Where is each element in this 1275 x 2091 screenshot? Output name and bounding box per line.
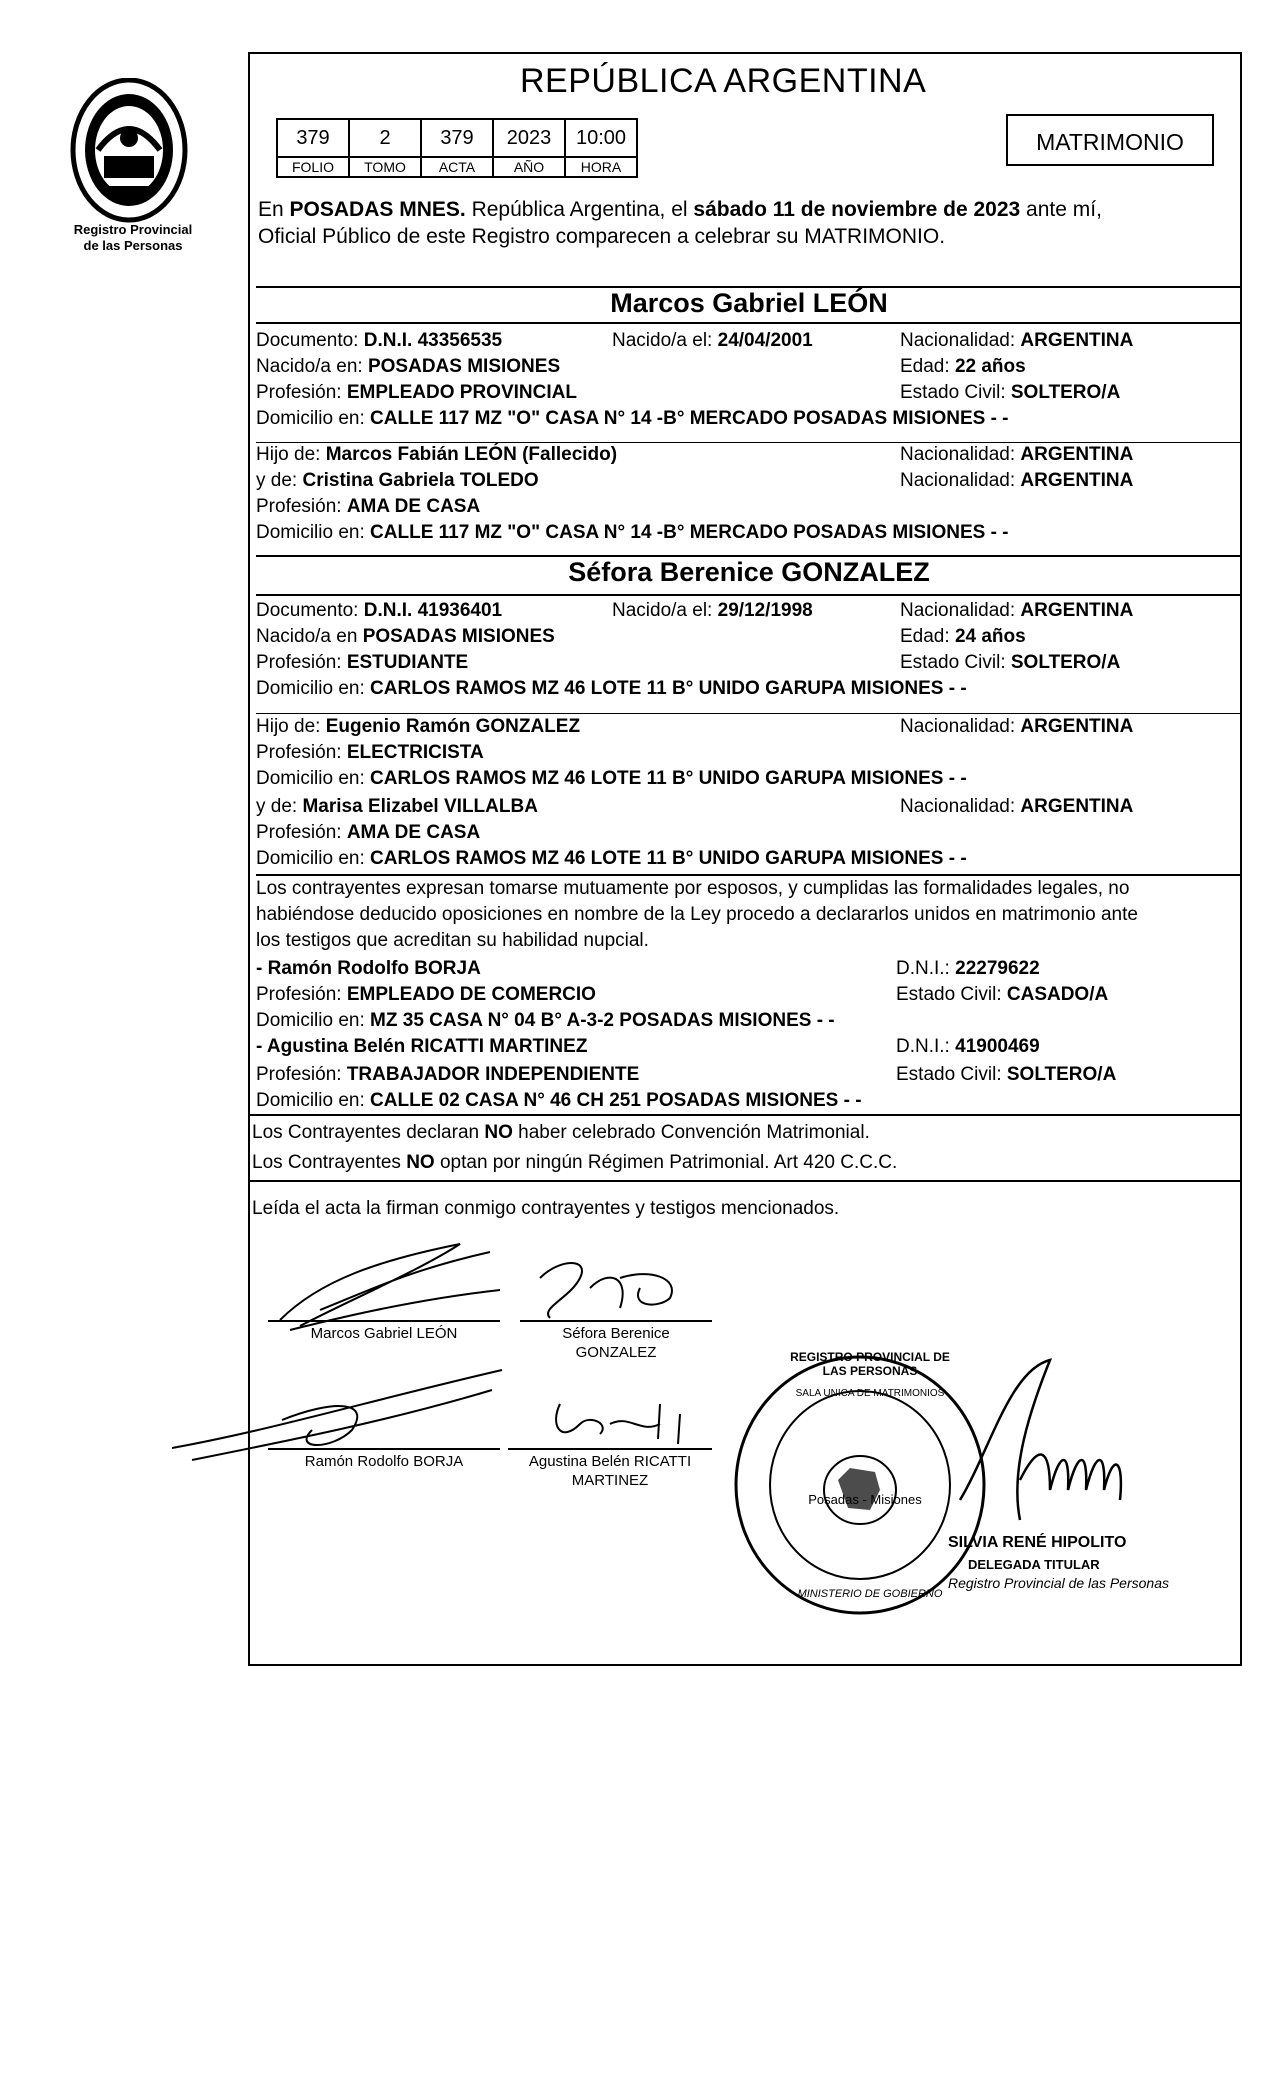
seal-bottom-text: MINISTERIO DE GOBIERNO bbox=[797, 1588, 943, 1600]
spouse2-name: Séfora Berenice GONZALEZ bbox=[568, 557, 930, 587]
folio-label: FOLIO bbox=[277, 157, 349, 177]
address-label: Domicilio en: bbox=[256, 848, 371, 869]
intro-text-part: ante mí, bbox=[1020, 198, 1102, 221]
civil-label: Estado Civil: bbox=[896, 1064, 1007, 1085]
spouse1-father-nat: ARGENTINA bbox=[1020, 444, 1134, 465]
address-label: Domicilio en: bbox=[256, 1090, 371, 1111]
spouse2-father-prof: ELECTRICISTA bbox=[346, 742, 484, 763]
intro-text-part: República Argentina, el bbox=[465, 198, 694, 221]
convention-text: Los Contrayentes declaran bbox=[252, 1122, 485, 1143]
spouse2-civil: SOLTERO/A bbox=[1010, 652, 1121, 673]
spouse2-father: Eugenio Ramón GONZALEZ bbox=[325, 716, 581, 737]
address-label: Domicilio en: bbox=[256, 1010, 371, 1031]
witness2-name: - Agustina Belén RICATTI MARTINEZ bbox=[256, 1036, 588, 1057]
folio-value: 379 bbox=[277, 119, 349, 157]
caption-line: Registro Provincial bbox=[73, 222, 193, 237]
divider bbox=[248, 1180, 1242, 1182]
spouse1-mother-nat: ARGENTINA bbox=[1020, 470, 1134, 491]
seal-inner-text: SALA UNICA DE MATRIMONIOS bbox=[795, 1388, 945, 1399]
spouse1-civil: SOLTERO/A bbox=[1010, 382, 1121, 403]
address-label: Domicilio en: bbox=[256, 768, 371, 789]
signature-name-line: GONZALEZ bbox=[575, 1344, 657, 1361]
signature-line bbox=[508, 1448, 712, 1450]
prof-label: Profesión: bbox=[256, 1064, 347, 1085]
seal-city: Posadas - Misiones bbox=[808, 1492, 922, 1507]
spouse1-prof: EMPLEADO PROVINCIAL bbox=[346, 382, 577, 403]
spouse2-prof: ESTUDIANTE bbox=[346, 652, 469, 673]
convention-no: NO bbox=[406, 1152, 435, 1173]
nat-label: Nacionalidad: bbox=[900, 716, 1021, 737]
intro-text-part: En bbox=[258, 198, 290, 221]
witness2-dni: 41900469 bbox=[955, 1036, 1040, 1057]
nat-label: Nacionalidad: bbox=[900, 330, 1021, 351]
spouse1-name: Marcos Gabriel LEÓN bbox=[610, 288, 888, 318]
prof-label: Profesión: bbox=[256, 496, 347, 517]
spouse1-age: 22 años bbox=[954, 356, 1026, 377]
prof-label: Profesión: bbox=[256, 382, 347, 403]
birthplace-label: Nacido/a en: bbox=[256, 356, 368, 377]
signature-name-line: Agustina Belén RICATTI bbox=[528, 1453, 692, 1470]
signature-line bbox=[268, 1448, 500, 1450]
mother-label: y de: bbox=[256, 796, 303, 817]
age-label: Edad: bbox=[900, 356, 955, 377]
spouse1-birthplace: POSADAS MISIONES bbox=[367, 356, 561, 377]
officer-registry: Registro Provincial de las Personas bbox=[948, 1575, 1169, 1591]
civil-label: Estado Civil: bbox=[900, 382, 1011, 403]
dni-label: D.N.I.: bbox=[896, 958, 956, 979]
spouse2-father-address: CARLOS RAMOS MZ 46 LOTE 11 B° UNIDO GARUPA MISIONES - - bbox=[370, 768, 967, 789]
signature-line bbox=[520, 1320, 712, 1322]
spouse2-mother: Marisa Elizabel VILLALBA bbox=[302, 796, 538, 817]
prof-label: Profesión: bbox=[256, 822, 347, 843]
convention-no: NO bbox=[484, 1122, 513, 1143]
nat-label: Nacionalidad: bbox=[900, 470, 1021, 491]
intro-date: sábado 11 de noviembre de 2023 bbox=[693, 198, 1021, 221]
seal-outer-text: REGISTRO PROVINCIAL DE LAS PERSONAS bbox=[790, 1350, 950, 1378]
hour-label: HORA bbox=[565, 157, 637, 177]
signature-name: Marcos Gabriel LEÓN bbox=[310, 1325, 458, 1342]
spouse2-birthplace: POSADAS MISIONES bbox=[362, 626, 555, 647]
address-label: Domicilio en: bbox=[256, 522, 371, 543]
acta-label: ACTA bbox=[421, 157, 493, 177]
year-label: AÑO bbox=[493, 157, 565, 177]
dni-label: D.N.I.: bbox=[896, 1036, 956, 1057]
spouse2-doc: D.N.I. 41936401 bbox=[363, 600, 503, 621]
declaration-line: habiéndose deducido oposiciones en nombre de la Ley procedo a declararlos unidos en matrimonio ante bbox=[256, 904, 1138, 925]
intro-place: POSADAS MNES. bbox=[289, 198, 466, 221]
registry-logo bbox=[68, 78, 190, 228]
convention-line bbox=[252, 1120, 870, 1146]
year-value: 2023 bbox=[493, 119, 565, 157]
spouse2-address: CARLOS RAMOS MZ 46 LOTE 11 B° UNIDO GARUPA MISIONES - - bbox=[370, 678, 967, 699]
spouse1-nat: ARGENTINA bbox=[1020, 330, 1134, 351]
doc-label: Documento: bbox=[256, 330, 364, 351]
signature-line bbox=[268, 1320, 500, 1322]
convention-text: optan por ningún Régimen Patrimonial. Art 420 C.C.C. bbox=[434, 1152, 898, 1173]
spouse2-mother-nat: ARGENTINA bbox=[1020, 796, 1134, 817]
civil-label: Estado Civil: bbox=[896, 984, 1007, 1005]
tomo-value: 2 bbox=[349, 119, 421, 157]
prof-label: Profesión: bbox=[256, 984, 347, 1005]
father-label: Hijo de: bbox=[256, 716, 326, 737]
spouse2-born: 29/12/1998 bbox=[717, 600, 813, 621]
witness2-prof: TRABAJADOR INDEPENDIENTE bbox=[346, 1064, 640, 1085]
spouse2-nat: ARGENTINA bbox=[1020, 600, 1134, 621]
birthplace-label: Nacido/a en bbox=[256, 626, 363, 647]
spouse1-father: Marcos Fabián LEÓN (Fallecido) bbox=[325, 444, 618, 465]
prof-label: Profesión: bbox=[256, 652, 347, 673]
spouse1-mother-prof: AMA DE CASA bbox=[346, 496, 481, 517]
witness2-address: CALLE 02 CASA N° 46 CH 251 POSADAS MISIONES - - bbox=[370, 1090, 862, 1111]
intro-text bbox=[258, 196, 1238, 250]
born-label: Nacido/a el: bbox=[612, 600, 718, 621]
witness1-prof: EMPLEADO DE COMERCIO bbox=[346, 984, 596, 1005]
officer-name: SILVIA RENÉ HIPOLITO bbox=[948, 1534, 1127, 1551]
doc-label: Documento: bbox=[256, 600, 364, 621]
address-label: Domicilio en: bbox=[256, 408, 371, 429]
act-type-box: MATRIMONIO bbox=[1006, 114, 1214, 166]
convention-line bbox=[252, 1150, 897, 1176]
declaration-line: Los contrayentes expresan tomarse mutuamente por esposos, y cumplidas las formalidades legales, no bbox=[256, 878, 1130, 899]
father-label: Hijo de: bbox=[256, 444, 326, 465]
divider bbox=[256, 322, 1242, 324]
officer-role: DELEGADA TITULAR bbox=[968, 1557, 1100, 1572]
caption-line: de las Personas bbox=[83, 238, 183, 253]
spouse2-age: 24 años bbox=[954, 626, 1026, 647]
signature-officer bbox=[950, 1350, 1150, 1550]
acta-value: 379 bbox=[421, 119, 493, 157]
declaration-line: los testigos que acreditan su habilidad nupcial. bbox=[256, 930, 649, 951]
divider bbox=[248, 1114, 1242, 1116]
nat-label: Nacionalidad: bbox=[900, 600, 1021, 621]
born-label: Nacido/a el: bbox=[612, 330, 718, 351]
mother-label: y de: bbox=[256, 470, 303, 491]
registry-table bbox=[276, 118, 638, 178]
age-label: Edad: bbox=[900, 626, 955, 647]
tomo-label: TOMO bbox=[349, 157, 421, 177]
spouse2-father-nat: ARGENTINA bbox=[1020, 716, 1134, 737]
witness1-dni: 22279622 bbox=[955, 958, 1040, 979]
signature-name bbox=[520, 1324, 712, 1362]
document-title: REPÚBLICA ARGENTINA bbox=[520, 62, 927, 100]
spouse1-born: 24/04/2001 bbox=[717, 330, 813, 351]
convention-text: Los Contrayentes bbox=[252, 1152, 407, 1173]
spouse1-address: CALLE 117 MZ "O" CASA N° 14 -B° MERCADO POSADAS MISIONES - - bbox=[370, 408, 1009, 429]
signature-sefora bbox=[520, 1248, 700, 1328]
witness2-civil: SOLTERO/A bbox=[1006, 1064, 1117, 1085]
spouse2-mother-prof: AMA DE CASA bbox=[346, 822, 481, 843]
witness1-address: MZ 35 CASA N° 04 B° A-3-2 POSADAS MISIONES - - bbox=[370, 1010, 835, 1031]
intro-line: Oficial Público de este Registro comparecen a celebrar su MATRIMONIO. bbox=[258, 225, 946, 248]
nat-label: Nacionalidad: bbox=[900, 796, 1021, 817]
signature-name-line: MARTINEZ bbox=[571, 1472, 649, 1489]
witness1-name: - Ramón Rodolfo BORJA bbox=[256, 958, 481, 979]
address-label: Domicilio en: bbox=[256, 678, 371, 699]
spouse1-mother: Cristina Gabriela TOLEDO bbox=[302, 470, 539, 491]
closing-text: Leída el acta la firman conmigo contrayentes y testigos mencionados. bbox=[252, 1198, 840, 1219]
civil-label: Estado Civil: bbox=[900, 652, 1011, 673]
convention-text: haber celebrado Convención Matrimonial. bbox=[512, 1122, 870, 1143]
signature-name bbox=[508, 1452, 712, 1490]
signature-agustina bbox=[540, 1394, 700, 1454]
divider bbox=[256, 594, 1242, 596]
signature-name: Ramón Rodolfo BORJA bbox=[304, 1453, 464, 1470]
nat-label: Nacionalidad: bbox=[900, 444, 1021, 465]
prof-label: Profesión: bbox=[256, 742, 347, 763]
spouse1-mother-address: CALLE 117 MZ "O" CASA N° 14 -B° MERCADO POSADAS MISIONES - - bbox=[370, 522, 1009, 543]
hour-value: 10:00 bbox=[565, 119, 637, 157]
registry-caption bbox=[58, 222, 208, 254]
spouse1-doc: D.N.I. 43356535 bbox=[363, 330, 503, 351]
signature-name-line: Séfora Berenice bbox=[562, 1325, 670, 1342]
spouse2-mother-address: CARLOS RAMOS MZ 46 LOTE 11 B° UNIDO GARUPA MISIONES - - bbox=[370, 848, 967, 869]
witness1-civil: CASADO/A bbox=[1006, 984, 1109, 1005]
